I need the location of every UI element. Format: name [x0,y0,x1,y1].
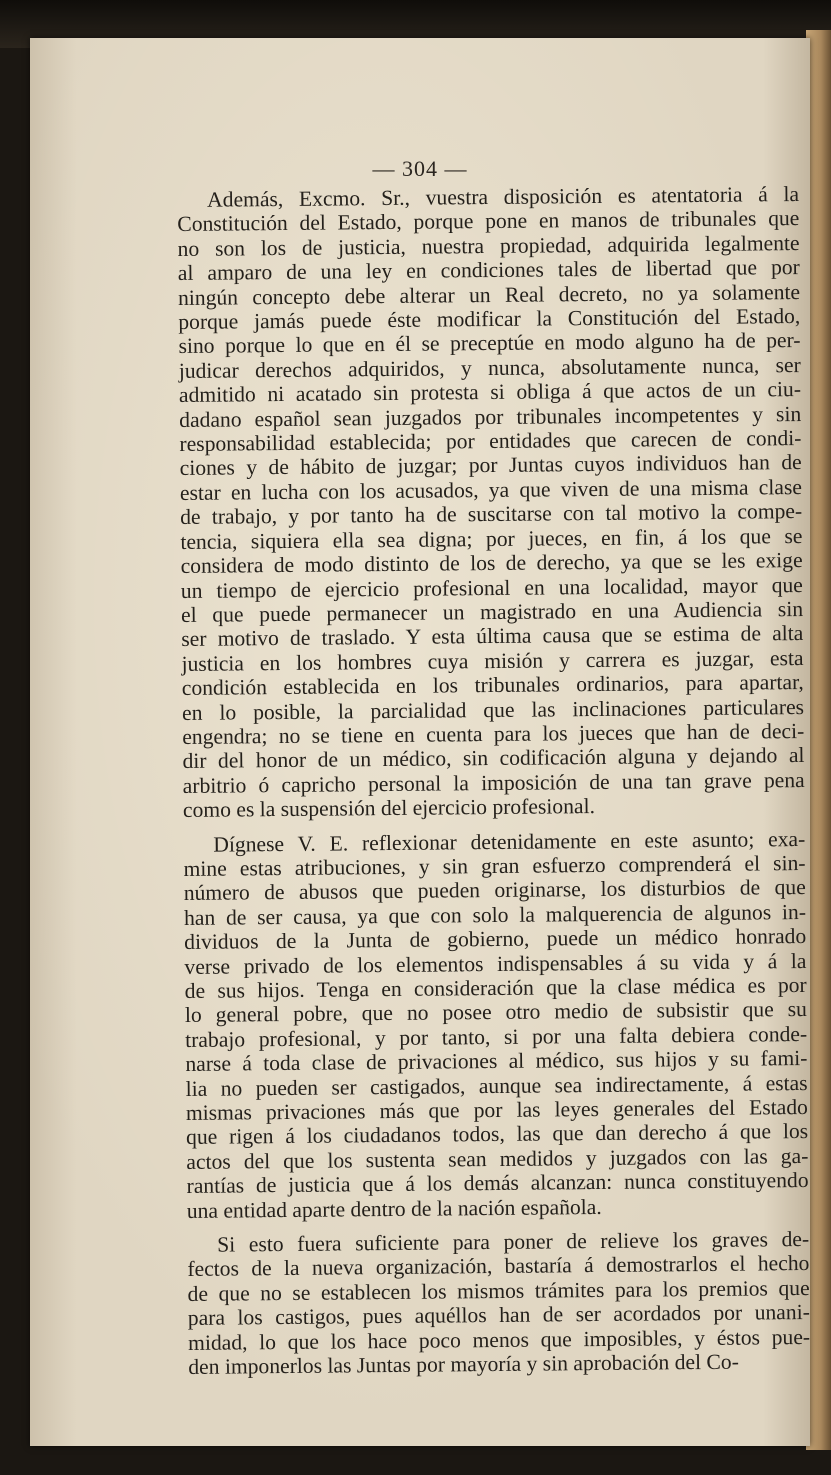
text-line: de trabajo, y por tanto ha de suscitarse con tal motivo la compe- [180,499,803,530]
text-line: para los castigos, pues aquéllos han de ser acordados por unani- [187,1300,810,1331]
text-line: no son los de justicia, nuestra propiedad, adquirida legalmente [177,230,800,261]
text-line: en lo posible, la parcialidad que las inclinaciones particulares [181,694,805,725]
text-line: den imponerlos las Juntas por mayoría y sin aprobación del Co- [188,1349,739,1380]
text-line: ser motivo de traslado. Y esta última causa que se estima de alta [181,621,804,652]
text-line: porque jamás puede éste modificar la Constitución del Estado, [178,304,801,335]
text-line: arbitrio ó capricho personal la imposición de una tan grave pena [182,767,805,798]
text-line: de que no se establecen los mismos trámites para los premios que [187,1275,810,1306]
text-line: rantías de justicia que á los demás alcanzan: nunca constituyendo [186,1168,809,1199]
text-line: al amparo de una ley en condiciones tales de libertad que por [177,255,800,286]
text-line: condición establecida en los tribunales ordinarios, para apartar, [181,670,804,701]
text-line: justicia en los hombres cuya misión y carrera es juzgar, esta [181,645,804,676]
text-line: lo general pobre, que no posee otro medio de subsistir que su [184,997,808,1028]
text-line: fectos de la nueva organización, bastaría á demostrarlos el hecho [187,1251,810,1282]
text-line: midad, lo que los hace poco menos que imposibles, y éstos pue- [187,1324,811,1355]
text-line: número de abusos que pueden originarse, los disturbios de que [183,875,806,906]
paragraph [187,1227,810,1379]
text-line: de sus hijos. Tenga en consideración que la clase médica es por [184,972,807,1003]
text-line: el que puede permanecer un magistrado en una Audiencia sin [180,596,804,627]
text-line: trabajo profesional, y por tanto, si por una falta debiera conde- [185,1021,808,1052]
text-line: han de ser causa, ya que con solo la malquerencia de algunos in- [183,899,807,930]
body-text [177,182,810,1379]
paragraph [183,827,809,1223]
book-page [30,38,810,1446]
text-line: admitido ni acatado sin protesta si obliga á que actos de un ciu- [178,377,802,408]
text-line: una entidad aparte dentro de la nación española. [186,1194,602,1223]
text-line: engendra; no se tiene en cuenta para los jueces que han de deci- [182,718,805,749]
text-line: un tiempo de ejercicio profesional en una localidad, mayor que [180,572,803,603]
page-number: — 304 — [372,156,468,181]
text-line: Dígnese V. E. reflexionar detenidamente en este asunto; exa- [213,826,806,857]
text-line: considera de modo distinto de los de derecho, ya que se les exige [180,548,803,579]
text-line: actos del que los sustenta sean medidos y juzgados con las ga- [186,1143,809,1174]
text-line: ciones y de hábito de juzgar; por Juntas cuyos individuos han de [179,450,802,481]
text-line: como es la suspensión del ejercicio profesional. [182,794,596,823]
text-line: mismas privaciones más que por las leyes generales del Estado [185,1095,808,1125]
text-line: lia no pueden ser castigados, aunque sea indirectamente, á estas [185,1070,808,1101]
text-line: Constitución del Estado, porque pone en manos de tribunales que [177,206,800,237]
text-line: sino porque lo que en él se preceptúe en modo alguno ha de per- [178,328,801,359]
text-line: estar en lucha con los acusados, ya que viven de una misma clase [179,474,803,505]
text-line: mine estas atribuciones, y sin gran esfuerzo comprenderá el sin- [183,850,806,881]
text-line: responsabilidad establecida; por entidades que carecen de condi- [179,426,802,457]
text-line: dir del honor de un médico, sin codificación alguna y dejando al [182,743,805,774]
text-line: dividuos de la Junta de gobierno, puede un médico honrado [184,924,807,955]
text-line: ningún concepto debe alterar un Real decreto, no ya solamente [177,279,801,310]
text-line: verse privado de los elementos indispensables á su vida y á la [184,948,807,979]
text-line: Además, Excmo. Sr., vuestra disposición es atentatoria á la [206,182,800,212]
text-line: Si esto fuera suficiente para poner de relieve los graves de- [217,1227,810,1257]
text-line: dadano español sean juzgados por tribunales incompetentes y sin [179,401,802,432]
paragraph [177,182,805,823]
text-line: que rigen á los ciudadanos todos, las que dan derecho á que los [185,1119,809,1150]
text-line: judicar derechos adquiridos, y nunca, absolutamente nunca, ser [178,352,801,383]
text-line: tencia, siquiera ella sea digna; por jueces, en fin, á los que se [180,523,803,554]
text-line: narse á toda clase de privaciones al médico, sus hijos y su fami- [185,1046,808,1077]
